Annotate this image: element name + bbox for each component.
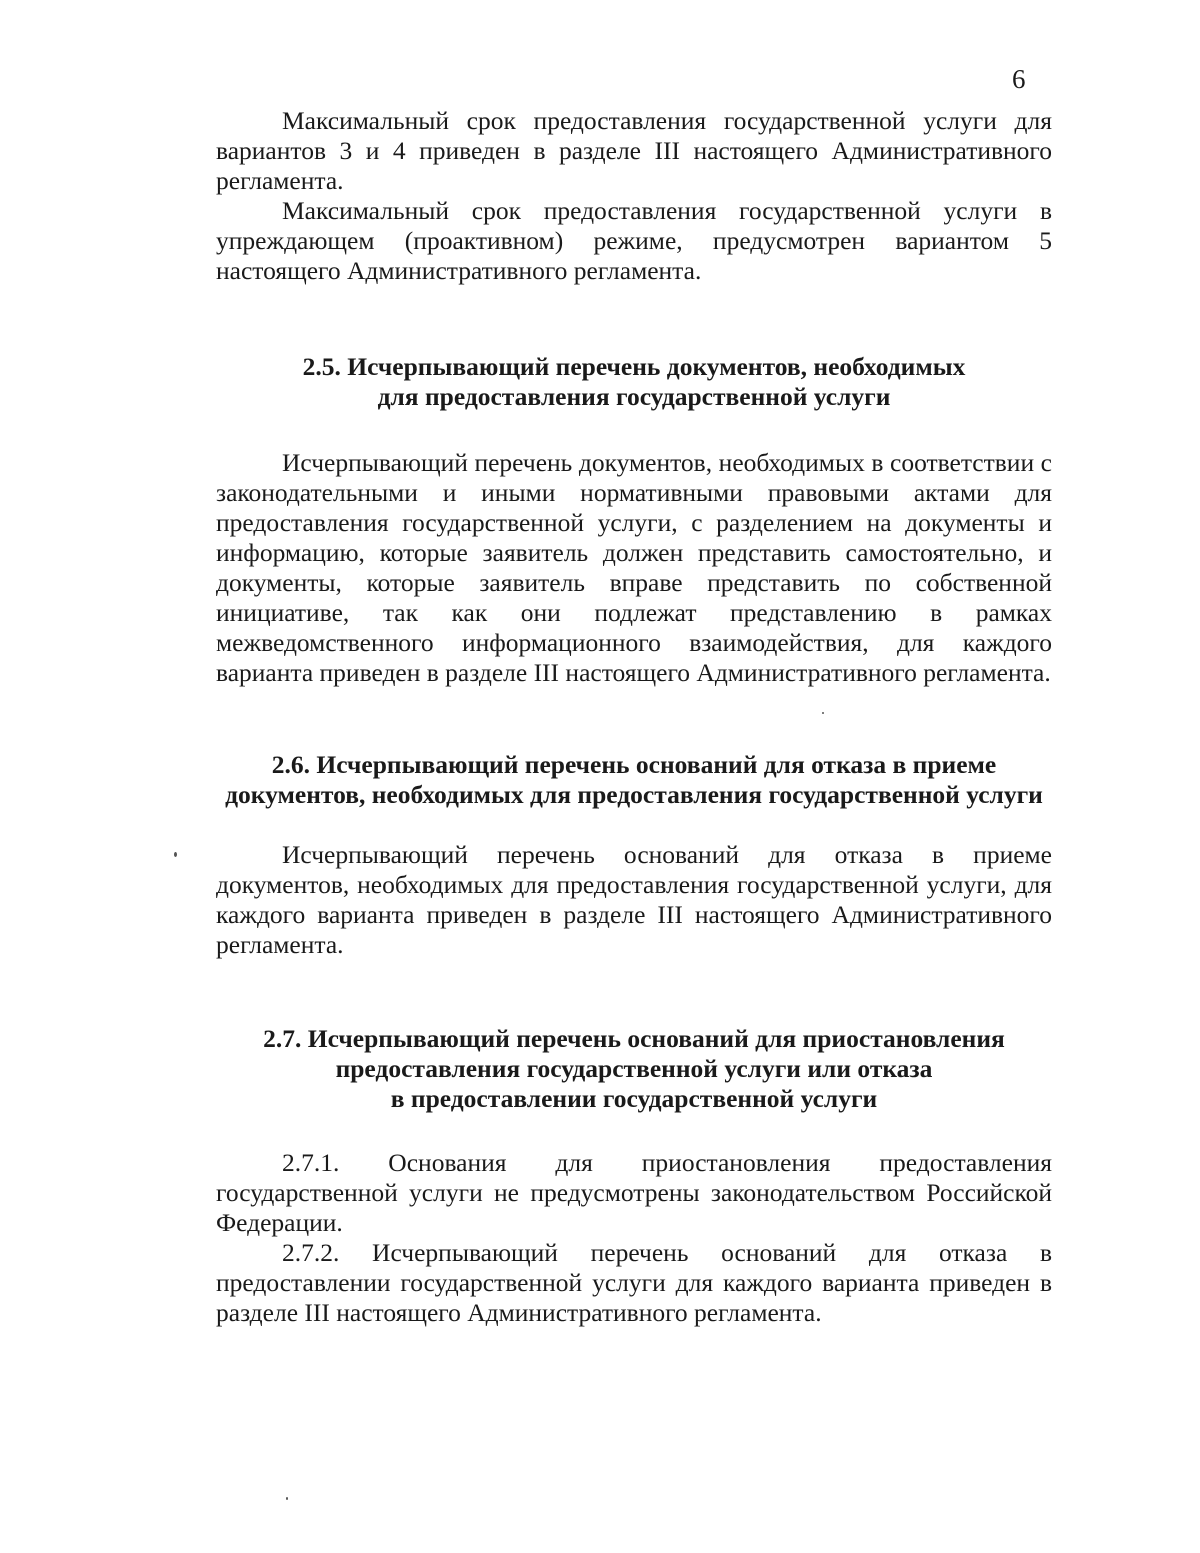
scan-speck [174,852,177,857]
paragraph-refusal-reception: Исчерпывающий перечень оснований для отказа в приеме документов, необходимых для предоставления государственной услуги, для каждого варианта приведен в разделе III настоящего Административного регламента. [216,840,1052,959]
page-number: 6 [1012,64,1026,94]
heading-line: 2.6. Исчерпывающий перечень оснований для отказа в приеме [271,750,997,779]
document-body [216,106,1052,1328]
heading-section-2-5 [216,352,1052,412]
heading-line: 2.7. Исчерпывающий перечень оснований для приостановления [263,1024,1005,1053]
heading-section-2-7 [216,1024,1052,1114]
heading-line: в предоставлении государственной услуги [390,1084,878,1113]
heading-line: документов, необходимых для предоставления государственной услуги [225,780,1043,809]
heading-line: для предоставления государственной услуги [377,382,891,411]
heading-line: предоставления государственной услуги или отказа [335,1054,933,1083]
heading-line: 2.5. Исчерпывающий перечень документов, необходимых [302,352,966,381]
paragraph-max-term-proactive: Максимальный срок предоставления государственной услуги в упреждающем (проактивном) режиме, предусмотрен вариантом 5 настоящего Административного регламента. [216,196,1052,285]
scan-speck [822,712,824,714]
paragraph-2-7-2: 2.7.2. Исчерпывающий перечень оснований для отказа в предоставлении государственной услуги для каждого варианта приведен в разделе III настоящего Административного регламента. [216,1238,1052,1327]
paragraph-2-7-1: 2.7.1. Основания для приостановления предоставления государственной услуги не предусмотрены законодательством Российской Федерации. [216,1148,1052,1237]
heading-section-2-6 [216,750,1052,810]
paragraph-documents-list: Исчерпывающий перечень документов, необходимых в соответствии с законодательными и иными нормативными правовыми актами для предоставления государственной услуги, с разделением на документы и информацию, которые заявитель должен представить самостоятельно, и документы, которые заявитель вправе представить по собственной инициативе, так как они подлежат представлению в рамках межведомственного информационного взаимодействия, для каждого варианта приведен в разделе III настоящего Административного регламента. [216,448,1052,687]
scan-speck [286,1497,288,1500]
paragraph-max-term-variants: Максимальный срок предоставления государственной услуги для вариантов 3 и 4 приведен в разделе III настоящего Административного регламента. [216,106,1052,195]
